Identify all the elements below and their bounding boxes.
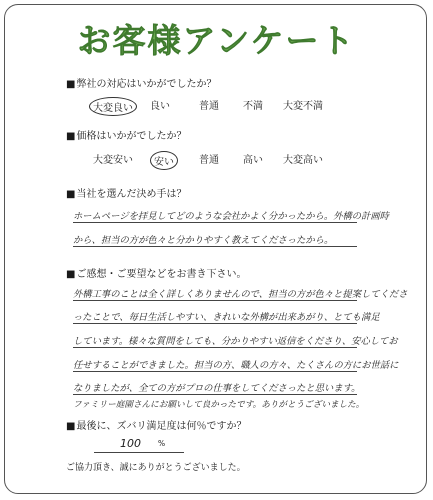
answer-line: ったことで、毎日生活しやすい、きれいな外構が出来あがり、とても満足 [73, 312, 380, 323]
answer-rule [73, 347, 357, 348]
option-service-0[interactable]: 大変良い [89, 97, 137, 116]
option-service-2[interactable]: 普通 [199, 101, 219, 112]
question-deciding-factor: ■ 当社を選んだ決め手は？ [66, 185, 186, 200]
answer-line: 外構工事のことは全く詳しくありませんので、担当の方が色々と提案してくださ [73, 289, 408, 300]
satisfaction-rule [94, 452, 184, 453]
answer-line: ファミリー庭園さんにお願いして良かったです。ありがとうございました。 [73, 400, 365, 410]
thank-you-note: ご協力頂き、誠にありがとうございました。 [66, 463, 246, 473]
options-service [93, 97, 373, 113]
answer-line: 任せすることができました。担当の方、職人の方々、たくさんの方にお世話に [73, 360, 399, 371]
option-service-1[interactable]: 良い [150, 101, 170, 112]
question-price: ■ 価格はいかがでしたか？ [66, 127, 186, 142]
answer-rule [73, 394, 357, 395]
answer-rule [73, 371, 357, 372]
satisfaction-unit: % [158, 439, 166, 448]
question-comments: ■ ご感想・ご要望などをお書き下さい。 [66, 265, 246, 280]
option-price-3[interactable]: 高い [243, 155, 263, 166]
answer-line: から、担当の方が色々と分かりやすく教えてくださったから。 [73, 235, 334, 246]
answer-rule [73, 246, 357, 247]
answer-line: なりましたが、全ての方がプロの仕事をしてくださったと思います。 [73, 383, 361, 394]
answer-rule [73, 323, 357, 324]
question-service: ■ 弊社の対応はいかがでしたか？ [66, 75, 216, 90]
question-satisfaction: ■ 最後に、ズバリ満足度は何％ですか？ [66, 417, 246, 432]
answer-rule [73, 300, 357, 301]
answer-rule [73, 222, 357, 223]
option-price-1[interactable]: 安い [150, 151, 178, 170]
option-price-0[interactable]: 大変安い [93, 155, 133, 166]
option-service-4[interactable]: 大変不満 [283, 101, 323, 112]
option-service-3[interactable]: 不満 [243, 101, 263, 112]
answer-line: ホームページを拝見してどのような会社かよく分かったから。外構の計画時 [73, 211, 389, 222]
satisfaction-value: 100 [120, 437, 141, 450]
option-price-2[interactable]: 普通 [199, 155, 219, 166]
option-price-4[interactable]: 大変高い [283, 155, 323, 166]
survey-title: お客様アンケート [77, 21, 356, 60]
answer-line: しています。様々な質問をしても、分かりやすい返信をくださり、安心してお [73, 336, 398, 347]
options-price [93, 151, 373, 167]
